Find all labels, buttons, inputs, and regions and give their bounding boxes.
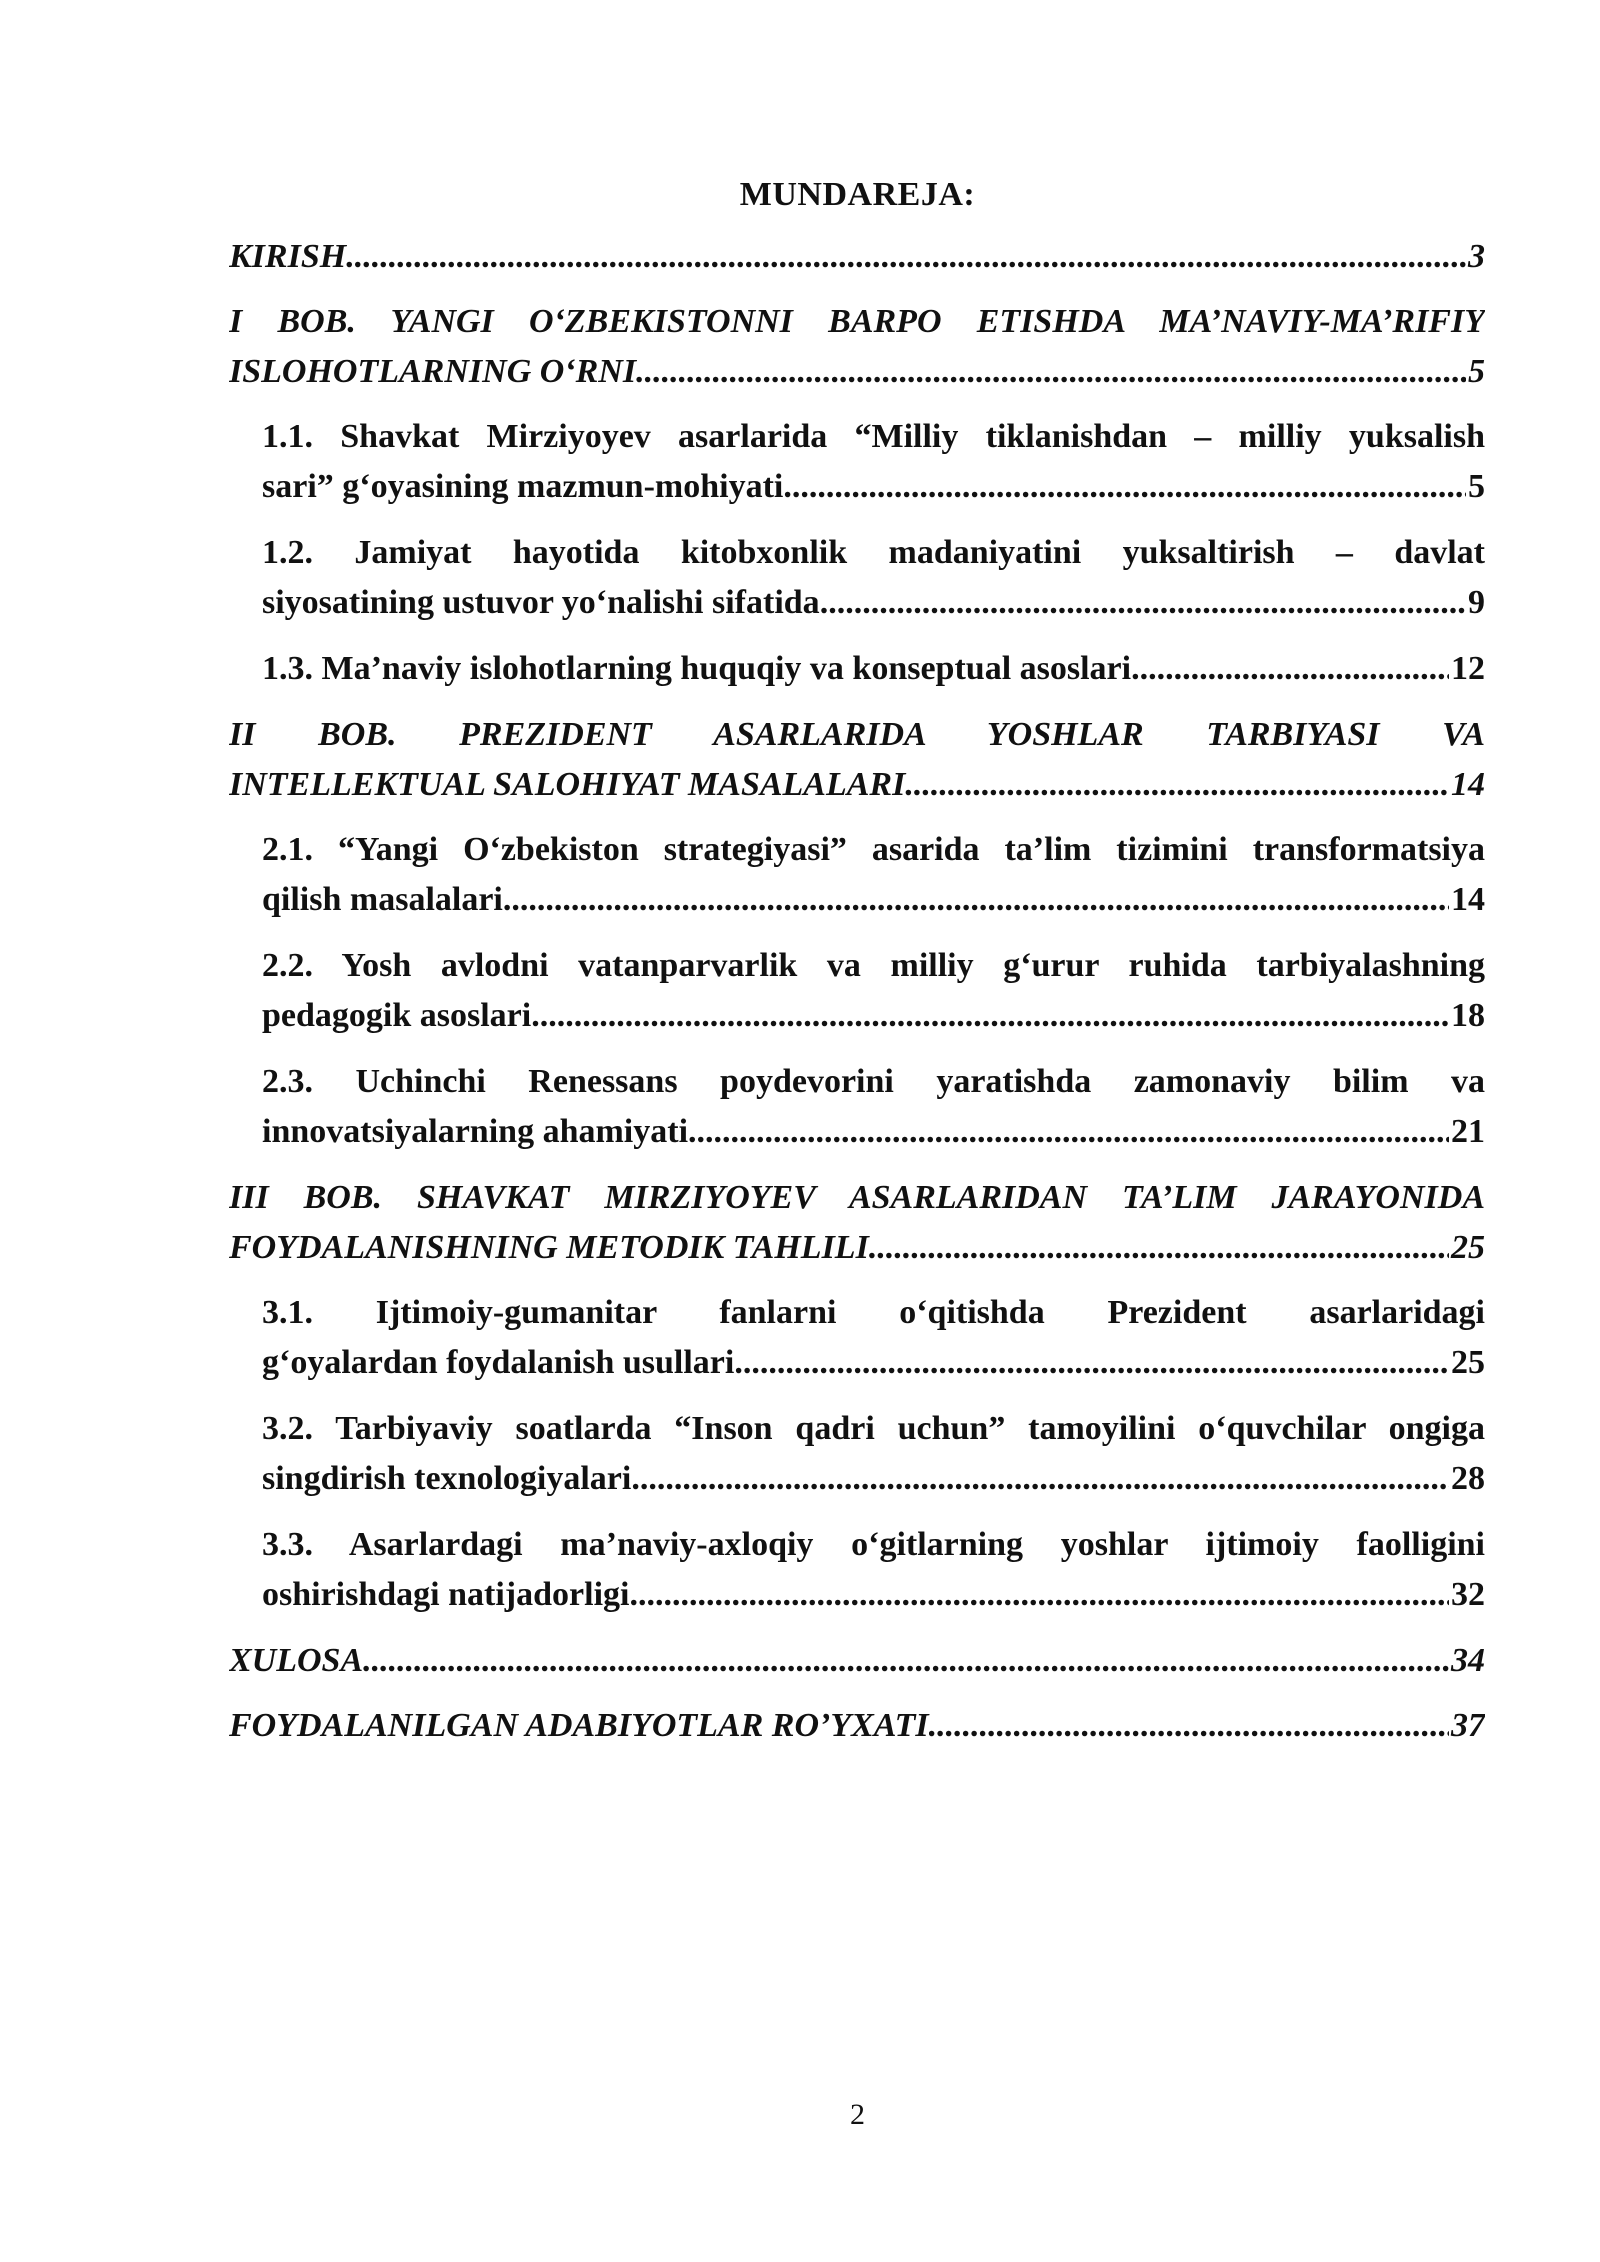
toc-chapter-entry bbox=[229, 232, 1485, 282]
toc-entry-title: FOYDALANISHNING METODIK TAHLILI bbox=[229, 1229, 869, 1266]
toc-chapter-entry bbox=[229, 1701, 1485, 1751]
dot-leader bbox=[531, 991, 1449, 1041]
toc-entry-title: qilish masalalari bbox=[262, 881, 503, 918]
toc-entry-heading-line: 1.2. Jamiyat hayotida kitobxonlik madaniyatini yuksaltirish – davlat bbox=[262, 534, 1485, 571]
toc-entry-page-number: 5 bbox=[1468, 468, 1485, 505]
dot-leader bbox=[503, 875, 1449, 925]
dot-leader bbox=[905, 760, 1449, 810]
dot-leader bbox=[363, 1636, 1449, 1686]
toc-entry-page-number: 3 bbox=[1468, 238, 1485, 275]
toc-entry-heading-line: 2.3. Uchinchi Renessans poydevorini yaratishda zamonaviy bilim va bbox=[262, 1063, 1485, 1100]
toc-entry-leader-line bbox=[229, 347, 1485, 397]
toc-entry-leader-line bbox=[262, 644, 1485, 694]
page-number: 2 bbox=[850, 2098, 865, 2131]
toc-entry-leader-line bbox=[229, 760, 1485, 810]
dot-leader bbox=[734, 1338, 1449, 1388]
toc-chapter-entry bbox=[229, 710, 1485, 810]
toc-entry-title: FOYDALANILGAN ADABIYOTLAR RO’YXATI bbox=[229, 1707, 929, 1744]
dot-leader bbox=[629, 1570, 1449, 1620]
toc-entry-page-number: 25 bbox=[1451, 1229, 1485, 1266]
toc-entry-heading-line: II BOB. PREZIDENT ASARLARIDA YOSHLAR TARBIYASI VA bbox=[229, 716, 1485, 753]
toc-entry-leader-line bbox=[229, 232, 1485, 282]
toc-entry-heading-line: 2.2. Yosh avlodni vatanparvarlik va milliy g‘urur ruhida tarbiyalashning bbox=[262, 947, 1485, 984]
toc-section-entry bbox=[262, 1057, 1485, 1157]
toc-chapter-entry bbox=[229, 1173, 1485, 1273]
toc-entry-title: siyosatining ustuvor yo‘nalishi sifatida bbox=[262, 584, 820, 621]
toc-section-entry bbox=[262, 1404, 1485, 1504]
toc-entry-heading-line: 3.2. Tarbiyaviy soatlarda “Inson qadri uchun” tamoyilini o‘quvchilar ongiga bbox=[262, 1410, 1485, 1447]
toc-entry-page-number: 5 bbox=[1468, 353, 1485, 390]
toc-entry-page-number: 28 bbox=[1451, 1460, 1485, 1497]
toc-section-entry bbox=[262, 941, 1485, 1041]
toc-entry-leader-line bbox=[262, 991, 1485, 1041]
toc-entry-title: sari” g‘oyasining mazmun-mohiyati bbox=[262, 468, 784, 505]
toc-section-entry bbox=[262, 1520, 1485, 1620]
table-of-contents bbox=[229, 232, 1485, 1766]
toc-entry-leader-line bbox=[262, 1454, 1485, 1504]
toc-entry-title: pedagogik asoslari bbox=[262, 997, 532, 1034]
toc-entry-heading-line: 3.3. Asarlardagi ma’naviy-axloqiy o‘gitlarning yoshlar ijtimoiy faolligini bbox=[262, 1526, 1485, 1563]
toc-entry-leader-line bbox=[229, 1636, 1485, 1686]
toc-entry-title: INTELLEKTUAL SALOHIYAT MASALALARI bbox=[229, 766, 906, 803]
toc-entry-heading-line: 1.1. Shavkat Mirziyoyev asarlarida “Milliy tiklanishdan – milliy yuksalish bbox=[262, 418, 1485, 455]
toc-entry-leader-line bbox=[262, 1338, 1485, 1388]
toc-entry-leader-line bbox=[262, 1570, 1485, 1620]
toc-entry-heading-line: I BOB. YANGI O‘ZBEKISTONNI BARPO ETISHDA MA’NAVIY-MA’RIFIY bbox=[229, 303, 1485, 340]
toc-entry-page-number: 9 bbox=[1468, 584, 1485, 621]
toc-section-entry bbox=[262, 825, 1485, 925]
dot-leader bbox=[636, 347, 1466, 397]
toc-section-entry bbox=[262, 528, 1485, 628]
toc-section-entry bbox=[262, 1288, 1485, 1388]
toc-section-entry bbox=[262, 412, 1485, 512]
toc-entry-heading-line: 3.1. Ijtimoiy-gumanitar fanlarni o‘qitishda Prezident asarlaridagi bbox=[262, 1294, 1485, 1331]
toc-chapter-entry bbox=[229, 1636, 1485, 1686]
dot-leader bbox=[1131, 644, 1449, 694]
toc-entry-title: ISLOHOTLARNING O‘RNI bbox=[229, 353, 637, 390]
toc-entry-page-number: 25 bbox=[1451, 1344, 1485, 1381]
toc-entry-leader-line bbox=[229, 1701, 1485, 1751]
toc-entry-title: XULOSA bbox=[229, 1642, 364, 1679]
toc-entry-title: oshirishdagi natijadorligi bbox=[262, 1576, 630, 1613]
dot-leader bbox=[820, 578, 1466, 628]
toc-entry-leader-line bbox=[262, 578, 1485, 628]
toc-entry-title: innovatsiyalarning ahamiyati bbox=[262, 1113, 689, 1150]
toc-entry-page-number: 18 bbox=[1451, 997, 1485, 1034]
toc-entry-heading-line: III BOB. SHAVKAT MIRZIYOYEV ASARLARIDAN TA’LIM JARAYONIDA bbox=[229, 1179, 1485, 1216]
dot-leader bbox=[869, 1223, 1449, 1273]
toc-entry-leader-line bbox=[229, 1223, 1485, 1273]
toc-entry-heading-line: 2.1. “Yangi O‘zbekiston strategiyasi” asarida ta’lim tizimini transformatsiya bbox=[262, 831, 1485, 868]
dot-leader bbox=[631, 1454, 1449, 1504]
toc-entry-title: singdirish texnologiyalari bbox=[262, 1460, 632, 1497]
dot-leader bbox=[688, 1107, 1449, 1157]
toc-entry-leader-line bbox=[262, 875, 1485, 925]
toc-entry-title: g‘oyalardan foydalanish usullari bbox=[262, 1344, 735, 1381]
toc-entry-page-number: 32 bbox=[1451, 1576, 1485, 1613]
toc-section-entry bbox=[262, 644, 1485, 694]
toc-entry-title: KIRISH bbox=[229, 238, 347, 275]
toc-entry-page-number: 12 bbox=[1451, 650, 1485, 687]
dot-leader bbox=[929, 1701, 1449, 1751]
toc-entry-leader-line bbox=[262, 1107, 1485, 1157]
toc-chapter-entry bbox=[229, 297, 1485, 397]
toc-entry-page-number: 37 bbox=[1451, 1707, 1485, 1744]
toc-title: MUNDAREJA: bbox=[739, 176, 976, 213]
dot-leader bbox=[346, 232, 1466, 282]
toc-entry-page-number: 21 bbox=[1451, 1113, 1485, 1150]
dot-leader bbox=[783, 462, 1466, 512]
toc-entry-leader-line bbox=[262, 462, 1485, 512]
toc-entry-page-number: 14 bbox=[1451, 766, 1485, 803]
toc-entry-title: 1.3. Ma’naviy islohotlarning huquqiy va konseptual asoslari bbox=[262, 650, 1132, 687]
toc-entry-page-number: 34 bbox=[1451, 1642, 1485, 1679]
toc-entry-page-number: 14 bbox=[1451, 881, 1485, 918]
